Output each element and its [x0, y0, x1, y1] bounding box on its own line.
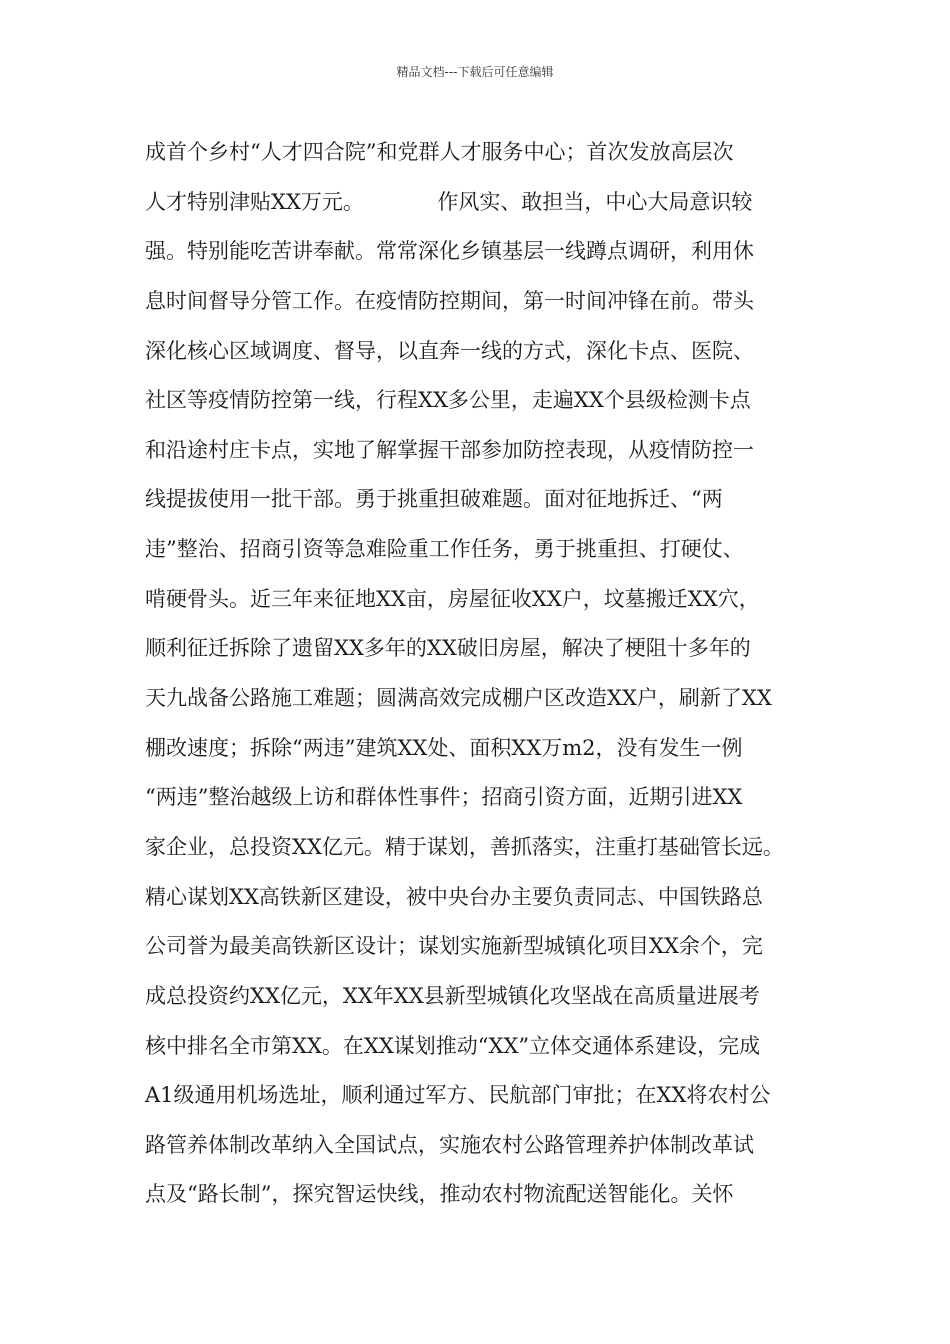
- body-line: 成首个乡村“人才四合院”和党群人才服务中心；首次发放高层次: [145, 140, 734, 164]
- body-line: 棚改速度；拆除“两违”建筑XX处、面积XX万m2，没有发生一例: [145, 735, 743, 760]
- body-line: 成总投资约XX亿元，XX年XX县新型城镇化攻坚战在高质量进展考: [145, 983, 760, 1008]
- body-line: 息时间督导分管工作。在疫情防控期间，第一时间冲锋在前。带头: [145, 288, 754, 313]
- body-line: 人才特别津贴XX万元。 作风实、敢担当，中心大局意识较: [145, 189, 753, 214]
- body-line: 线提拔使用一批干部。勇于挑重担破难题。面对征地拆迁、“两: [145, 487, 723, 512]
- body-line: 点及“路长制”，探究智运快线，推动农村物流配送智能化。关怀: [145, 1182, 734, 1207]
- body-line: 路管养体制改革纳入全国试点，实施农村公路管理养护体制改革试: [145, 1132, 754, 1157]
- body-line: “两违”整治越级上访和群体性事件；招商引资方面，近期引进XX: [145, 785, 743, 810]
- body-line: 精心谋划XX高铁新区建设，被中央台办主要负责同志、中国铁路总: [145, 884, 763, 909]
- body-line: 啃硬骨头。近三年来征地XX亩，房屋征收XX户，坟墓搬迁XX穴，: [145, 586, 760, 611]
- body-line: 深化核心区域调度、督导，以直奔一线的方式，深化卡点、医院、: [145, 338, 754, 363]
- body-line: 核中排名全市第XX。在XX谋划推动“XX”立体交通体系建设，完成: [145, 1033, 761, 1058]
- document-body: [145, 128, 835, 1220]
- body-line: 家企业，总投资XX亿元。精于谋划，善抓落实，注重打基础管长远。: [145, 834, 784, 859]
- body-line: 社区等疫情防控第一线，行程XX多公里，走遍XX个县级检测卡点: [145, 388, 751, 413]
- body-line: 违”整治、招商引资等急难险重工作任务，勇于挑重担、打硬仗、: [145, 537, 744, 562]
- body-line: A1级通用机场选址，顺利通过军方、民航部门审批；在XX将农村公: [145, 1083, 771, 1108]
- body-line: 强。特别能吃苦讲奉献。常常深化乡镇基层一线蹲点调研，利用休: [145, 239, 754, 264]
- page-header: 精品文档---下载后可任意编辑: [396, 65, 554, 79]
- body-line: 天九战备公路施工难题；圆满高效完成棚户区改造XX户，刷新了XX: [145, 686, 772, 711]
- body-line: 顺利征迁拆除了遗留XX多年的XX破旧房屋，解决了梗阻十多年的: [145, 636, 751, 661]
- body-line: 和沿途村庄卡点，实地了解掌握干部参加防控表现，从疫情防控一: [145, 437, 754, 462]
- body-line: 公司誉为最美高铁新区设计；谋划实施新型城镇化项目XX余个，完: [145, 934, 763, 959]
